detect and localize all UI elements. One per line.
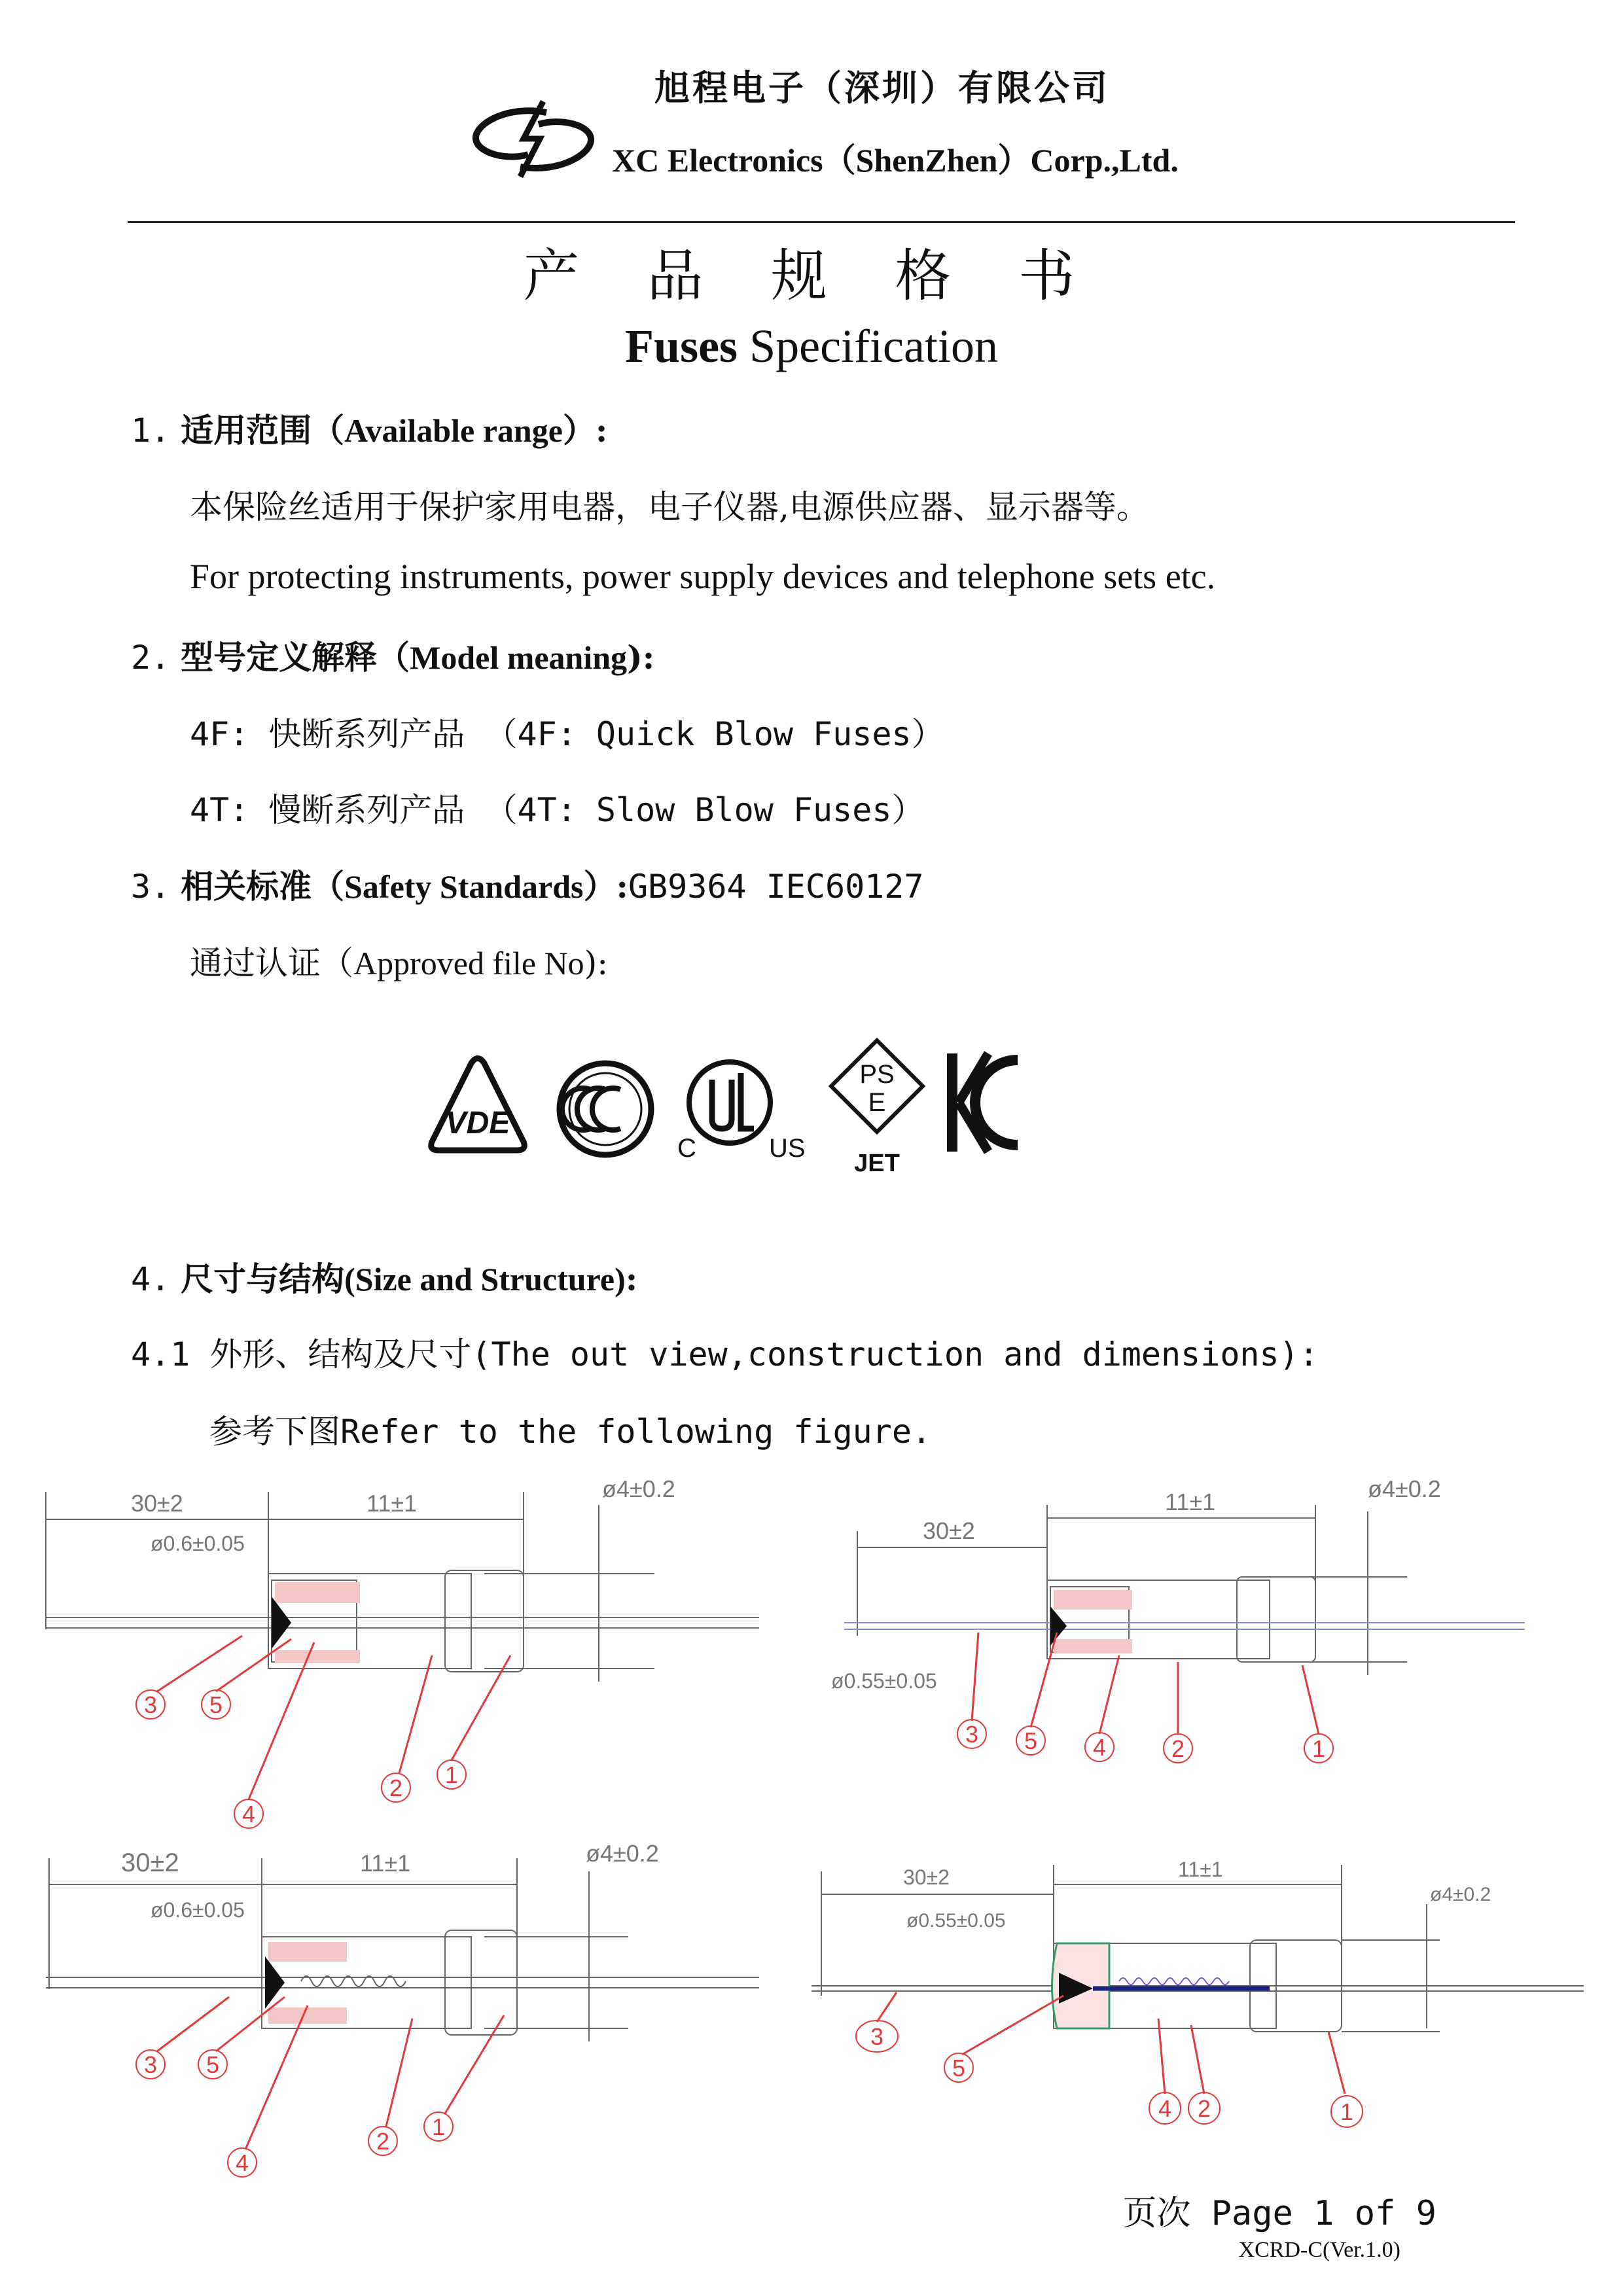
kc-text: KC [946,1060,947,1061]
fig1-body-len: 11±1 [366,1490,418,1517]
fig2-callout-2: 2 [1171,1735,1185,1762]
fig4-callout-4: 4 [1158,2095,1172,2122]
section-3-number: 3. [131,868,171,906]
pse-bottom-text: E [868,1088,886,1117]
section-3-title-tail: ）: [583,867,628,906]
section-2-title-en: Model meaning [410,639,628,676]
jet-text: JET [854,1150,900,1177]
approved-tail: ): [584,944,609,982]
approved-file-line [190,937,608,984]
fig2-wire: ø0.55±0.05 [831,1669,937,1693]
fig4-callout-5: 5 [952,2055,966,2081]
fig3-callout-5: 5 [205,2051,220,2078]
section-4-1-text: 外形、结构及尺寸(The out view,construction and dimensions): [209,1335,1319,1373]
section-4-title-en: (Size and Structure) [344,1261,626,1298]
section-4-number: 4. [131,1260,171,1298]
vde-text: VDE [445,1106,510,1140]
figure-1 [26,1466,785,1832]
page-number: 页次 Page 1 of 9 [1122,2194,1436,2233]
section-2-title-tail: ): [627,638,655,677]
fig4-lead-len: 30±2 [903,1865,950,1889]
fig2-callout-5: 5 [1024,1727,1038,1754]
fig1-diameter: ø4±0.2 [602,1475,675,1502]
section-1-title-cn: 适用范围（ [181,411,345,450]
fig3-wire: ø0.6±0.05 [151,1898,245,1922]
model-4f: 4F: 快断系列产品 （4F: Quick Blow Fuses） [190,715,944,753]
vde-mark [431,1059,525,1151]
fig3-body-len: 11±1 [360,1850,411,1877]
fig1-wire: ø0.6±0.05 [151,1532,245,1555]
approved-cn: 通过认证（ [190,944,353,982]
pse-mark [831,1040,923,1177]
section-4-heading [131,1253,637,1300]
kc-mark [946,1053,1018,1152]
company-name-cn: 旭程电子（深圳）有限公司 [654,67,1110,109]
figure-4 [812,1832,1597,2133]
doc-title-en-rest: Specification [738,320,998,372]
section-1-number: 1. [131,412,171,450]
figure-3 [26,1826,785,2179]
section-2-number: 2. [131,639,171,677]
fig1-callout-4: 4 [241,1801,256,1828]
figure-2 [831,1466,1571,1793]
refer-cn: 参考下图 [209,1413,340,1451]
section-4-title-cn: 尺寸与结构 [181,1260,345,1298]
fig1-callout-3: 3 [143,1691,158,1718]
company-logo [468,98,599,180]
section-3-title-cn: 相关标准（ [181,867,345,906]
doc-title-cn: 产 品 规 格 书 [523,243,1100,309]
fig1-lead-len: 30±2 [131,1490,183,1517]
model-4t: 4T: 慢断系列产品 （4T: Slow Blow Fuses） [190,791,925,829]
fig4-callout-2: 2 [1197,2095,1211,2122]
section-4-1 [131,1328,1319,1375]
approved-en: Approved file No [353,945,584,981]
fig1-callout-2: 2 [389,1775,403,1801]
section-4-title-tail: : [625,1260,638,1298]
section-1-title-tail: ）: [562,411,608,450]
fig3-callout-3: 3 [143,2051,158,2078]
doc-title-en [0,319,1623,374]
ul-us-text: US [769,1134,806,1163]
fig2-lead-len: 30±2 [923,1517,975,1544]
fig1-callout-5: 5 [209,1691,223,1718]
fig3-lead-len: 30±2 [121,1848,179,1877]
safety-standards: GB9364 IEC60127 [628,868,924,906]
section-2-heading [131,631,654,679]
fig3-callout-1: 1 [431,2113,446,2140]
company-name-en: XC Electronics（ShenZhen）Corp.,Ltd. [612,142,1179,179]
fig4-body-len: 11±1 [1178,1858,1223,1881]
ul-c-text: C [677,1134,696,1163]
refer-en: Refer to the following figure. [340,1413,932,1451]
section-1-text-en: For protecting instruments, power supply devices and telephone sets etc. [190,557,1216,596]
fig3-diameter: ø4±0.2 [586,1840,659,1867]
section-4-1-number: 4.1 [131,1335,190,1373]
section-3-title-en: Safety Standards [344,868,584,905]
fig4-callout-1: 1 [1340,2098,1354,2125]
fig1-callout-1: 1 [444,1761,459,1788]
fig3-callout-4: 4 [235,2149,249,2176]
section-3-heading [131,860,923,908]
fig4-wire: ø0.55±0.05 [906,1910,1006,1932]
fig2-callout-1: 1 [1311,1735,1326,1762]
certification-marks [419,1034,1034,1197]
fig2-diameter: ø4±0.2 [1368,1475,1441,1502]
section-1-text-cn: 本保险丝适用于保护家用电器，电子仪器,电源供应器、显示器等。 [190,488,1149,526]
fig2-callout-3: 3 [965,1721,979,1748]
section-1-heading [131,404,607,451]
fig3-callout-2: 2 [376,2128,390,2155]
doc-code: XCRD-C(Ver.1.0) [1238,2238,1400,2262]
ccc-mark [560,1063,651,1155]
doc-title-en-bold: Fuses [625,320,738,372]
pse-top-text: PS [859,1060,895,1089]
section-2-title-cn: 型号定义解释（ [181,638,410,677]
ul-mark [677,1062,806,1163]
fig4-callout-3: 3 [870,2023,884,2050]
fig2-body-len: 11±1 [1165,1489,1216,1515]
refer-figure-line [209,1405,931,1453]
header-divider [128,221,1515,223]
section-1-title-en: Available range [344,412,563,449]
fig2-callout-4: 4 [1092,1734,1107,1761]
fig4-diameter: ø4±0.2 [1430,1884,1491,1905]
